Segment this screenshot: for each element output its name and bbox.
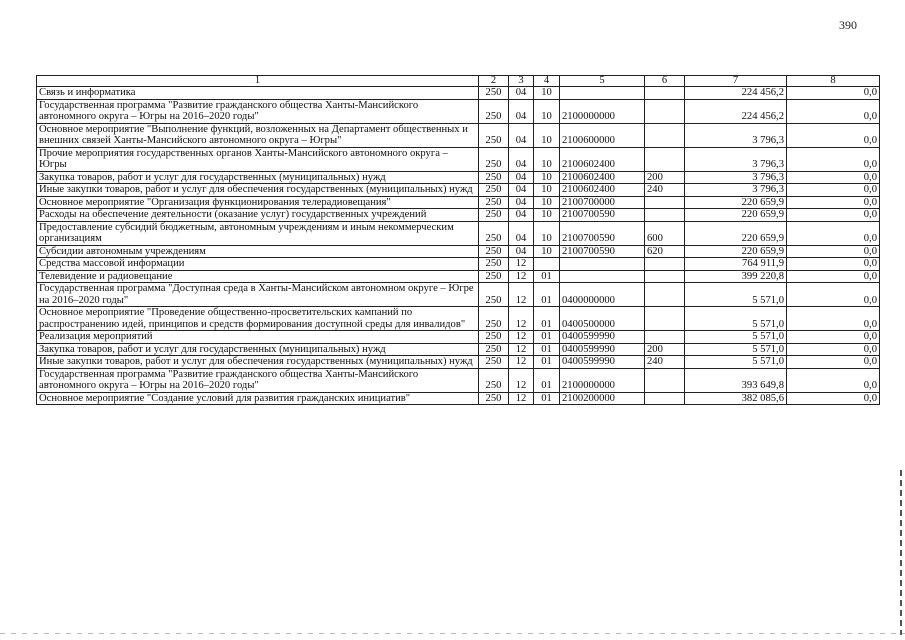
- table-row: [37, 307, 880, 331]
- subsection-cell: 10: [534, 99, 560, 123]
- row-name-cell: Расходы на обеспечение деятельности (оказание услуг) государственных учреждений: [37, 209, 479, 222]
- amount-cell: 3 796,3: [685, 171, 787, 184]
- target-article-cell: [560, 87, 645, 100]
- section-cell: 04: [509, 87, 534, 100]
- target-article-cell: 2100700590: [560, 209, 645, 222]
- code-cell: 250: [479, 87, 509, 100]
- section-cell: 04: [509, 99, 534, 123]
- code-cell: 250: [479, 245, 509, 258]
- row-name-cell: Государственная программа "Развитие гражданского общества Ханты-Мансийского автономного округа – Югры на 2016–2020 годы": [37, 99, 479, 123]
- row-name-cell: Государственная программа "Доступная среда в Ханты-Мансийском автономном округе – Югре на 2016–2020 годы": [37, 283, 479, 307]
- amount-cell: 0,0: [787, 196, 880, 209]
- table-row: [37, 184, 880, 197]
- subsection-cell: 10: [534, 221, 560, 245]
- row-name-cell: Прочие мероприятия государственных органов Ханты-Мансийского автономного округа – Югры: [37, 147, 479, 171]
- subsection-cell: [534, 258, 560, 271]
- table-row: [37, 343, 880, 356]
- subsection-cell: 01: [534, 331, 560, 344]
- amount-cell: 220 659,9: [685, 221, 787, 245]
- amount-cell: 393 649,8: [685, 368, 787, 392]
- row-name-cell: Основное мероприятие "Выполнение функций, возложенных на Департамент общественных и внешних связей Ханты-Мансийского автономного округа – Югры": [37, 123, 479, 147]
- expense-type-cell: [645, 368, 685, 392]
- target-article-cell: 2100602400: [560, 171, 645, 184]
- subsection-cell: 01: [534, 356, 560, 369]
- amount-cell: 5 571,0: [685, 343, 787, 356]
- amount-cell: 0,0: [787, 356, 880, 369]
- section-cell: 12: [509, 368, 534, 392]
- row-name-cell: Основное мероприятие "Организация функционирования телерадиовещания": [37, 196, 479, 209]
- table-row: [37, 392, 880, 405]
- row-name-cell: Средства массовой информации: [37, 258, 479, 271]
- amount-cell: 224 456,2: [685, 99, 787, 123]
- section-cell: 12: [509, 343, 534, 356]
- row-name-cell: Телевидение и радиовещание: [37, 270, 479, 283]
- amount-cell: 5 571,0: [685, 356, 787, 369]
- amount-cell: 0,0: [787, 171, 880, 184]
- table-row: [37, 283, 880, 307]
- subsection-cell: 10: [534, 171, 560, 184]
- column-header: 6: [645, 76, 685, 87]
- amount-cell: 5 571,0: [685, 307, 787, 331]
- amount-cell: 0,0: [787, 99, 880, 123]
- amount-cell: 0,0: [787, 245, 880, 258]
- column-header: 1: [37, 76, 479, 87]
- row-name-cell: Основное мероприятие "Создание условий для развития гражданских инициатив": [37, 392, 479, 405]
- target-article-cell: 2100700590: [560, 221, 645, 245]
- code-cell: 250: [479, 184, 509, 197]
- target-article-cell: 2100700590: [560, 245, 645, 258]
- table-row: [37, 270, 880, 283]
- row-name-cell: Предоставление субсидий бюджетным, автономным учреждениям и иным некоммерческим организациям: [37, 221, 479, 245]
- subsection-cell: 01: [534, 368, 560, 392]
- amount-cell: 0,0: [787, 184, 880, 197]
- expense-type-cell: [645, 209, 685, 222]
- target-article-cell: [560, 258, 645, 271]
- code-cell: 250: [479, 307, 509, 331]
- table-row: [37, 209, 880, 222]
- section-cell: 04: [509, 171, 534, 184]
- amount-cell: 0,0: [787, 221, 880, 245]
- expense-type-cell: [645, 196, 685, 209]
- table-row: [37, 368, 880, 392]
- subsection-cell: 10: [534, 196, 560, 209]
- subsection-cell: 10: [534, 147, 560, 171]
- expense-type-cell: [645, 87, 685, 100]
- target-article-cell: 2100602400: [560, 184, 645, 197]
- subsection-cell: 10: [534, 87, 560, 100]
- amount-cell: 220 659,9: [685, 209, 787, 222]
- code-cell: 250: [479, 270, 509, 283]
- amount-cell: 382 085,6: [685, 392, 787, 405]
- table-row: [37, 123, 880, 147]
- expense-type-cell: [645, 147, 685, 171]
- code-cell: 250: [479, 368, 509, 392]
- column-header: 8: [787, 76, 880, 87]
- column-header: 4: [534, 76, 560, 87]
- amount-cell: 0,0: [787, 147, 880, 171]
- section-cell: 12: [509, 392, 534, 405]
- subsection-cell: 10: [534, 209, 560, 222]
- target-article-cell: 2100602400: [560, 147, 645, 171]
- amount-cell: 0,0: [787, 123, 880, 147]
- subsection-cell: 01: [534, 307, 560, 331]
- amount-cell: 0,0: [787, 343, 880, 356]
- amount-cell: 0,0: [787, 87, 880, 100]
- target-article-cell: 0400599990: [560, 331, 645, 344]
- row-name-cell: Основное мероприятие "Проведение общественно-просветительских кампаний по распространению идей, принципов и средств формирования доступной среды для инвалидов": [37, 307, 479, 331]
- row-name-cell: Реализация мероприятий: [37, 331, 479, 344]
- scan-edge-mark: [900, 470, 902, 635]
- expense-type-cell: 240: [645, 184, 685, 197]
- amount-cell: 0,0: [787, 307, 880, 331]
- target-article-cell: [560, 270, 645, 283]
- code-cell: 250: [479, 283, 509, 307]
- expense-type-cell: 200: [645, 171, 685, 184]
- subsection-cell: 01: [534, 283, 560, 307]
- amount-cell: 5 571,0: [685, 331, 787, 344]
- subsection-cell: 10: [534, 184, 560, 197]
- target-article-cell: 0400599990: [560, 356, 645, 369]
- page-number: 390: [839, 18, 857, 32]
- expense-type-cell: 240: [645, 356, 685, 369]
- table-row: [37, 221, 880, 245]
- row-name-cell: Закупка товаров, работ и услуг для государственных (муниципальных) нужд: [37, 171, 479, 184]
- section-cell: 04: [509, 221, 534, 245]
- section-cell: 12: [509, 258, 534, 271]
- section-cell: 12: [509, 270, 534, 283]
- code-cell: 250: [479, 147, 509, 171]
- amount-cell: 0,0: [787, 283, 880, 307]
- table-header-row: [37, 76, 880, 87]
- amount-cell: 0,0: [787, 258, 880, 271]
- table-row: [37, 356, 880, 369]
- expense-type-cell: [645, 307, 685, 331]
- section-cell: 12: [509, 283, 534, 307]
- subsection-cell: 10: [534, 123, 560, 147]
- expense-type-cell: [645, 99, 685, 123]
- section-cell: 12: [509, 356, 534, 369]
- code-cell: 250: [479, 171, 509, 184]
- target-article-cell: 2100200000: [560, 392, 645, 405]
- target-article-cell: 2100000000: [560, 99, 645, 123]
- amount-cell: 764 911,9: [685, 258, 787, 271]
- amount-cell: 5 571,0: [685, 283, 787, 307]
- subsection-cell: 01: [534, 270, 560, 283]
- code-cell: 250: [479, 343, 509, 356]
- table-row: [37, 87, 880, 100]
- code-cell: 250: [479, 123, 509, 147]
- amount-cell: 0,0: [787, 209, 880, 222]
- column-header: 2: [479, 76, 509, 87]
- row-name-cell: Иные закупки товаров, работ и услуг для обеспечения государственных (муниципальных) нужд: [37, 184, 479, 197]
- subsection-cell: 10: [534, 245, 560, 258]
- target-article-cell: 2100600000: [560, 123, 645, 147]
- budget-table: [36, 75, 880, 405]
- table-row: [37, 331, 880, 344]
- expense-type-cell: [645, 123, 685, 147]
- code-cell: 250: [479, 221, 509, 245]
- amount-cell: 3 796,3: [685, 147, 787, 171]
- expense-type-cell: [645, 392, 685, 405]
- table-row: [37, 99, 880, 123]
- column-header: 7: [685, 76, 787, 87]
- section-cell: 04: [509, 245, 534, 258]
- target-article-cell: 2100000000: [560, 368, 645, 392]
- code-cell: 250: [479, 392, 509, 405]
- table-row: [37, 245, 880, 258]
- row-name-cell: Связь и информатика: [37, 87, 479, 100]
- expense-type-cell: 620: [645, 245, 685, 258]
- amount-cell: 3 796,3: [685, 123, 787, 147]
- amount-cell: 0,0: [787, 392, 880, 405]
- table-row: [37, 147, 880, 171]
- code-cell: 250: [479, 209, 509, 222]
- expense-type-cell: [645, 258, 685, 271]
- section-cell: 12: [509, 307, 534, 331]
- scan-bottom-noise: [0, 633, 905, 634]
- column-header: 3: [509, 76, 534, 87]
- section-cell: 04: [509, 209, 534, 222]
- table-row: [37, 196, 880, 209]
- code-cell: 250: [479, 99, 509, 123]
- table-row: [37, 258, 880, 271]
- amount-cell: 224 456,2: [685, 87, 787, 100]
- section-cell: 04: [509, 184, 534, 197]
- code-cell: 250: [479, 331, 509, 344]
- amount-cell: 220 659,9: [685, 196, 787, 209]
- column-header: 5: [560, 76, 645, 87]
- amount-cell: 0,0: [787, 331, 880, 344]
- row-name-cell: Иные закупки товаров, работ и услуг для обеспечения государственных (муниципальных) нужд: [37, 356, 479, 369]
- row-name-cell: Государственная программа "Развитие гражданского общества Ханты-Мансийского автономного округа – Югры на 2016–2020 годы": [37, 368, 479, 392]
- amount-cell: 0,0: [787, 368, 880, 392]
- target-article-cell: 0400000000: [560, 283, 645, 307]
- code-cell: 250: [479, 196, 509, 209]
- amount-cell: 399 220,8: [685, 270, 787, 283]
- code-cell: 250: [479, 258, 509, 271]
- target-article-cell: 2100700000: [560, 196, 645, 209]
- amount-cell: 3 796,3: [685, 184, 787, 197]
- expense-type-cell: [645, 331, 685, 344]
- row-name-cell: Субсидии автономным учреждениям: [37, 245, 479, 258]
- target-article-cell: 0400500000: [560, 307, 645, 331]
- code-cell: 250: [479, 356, 509, 369]
- section-cell: 04: [509, 123, 534, 147]
- expense-type-cell: 200: [645, 343, 685, 356]
- section-cell: 04: [509, 196, 534, 209]
- row-name-cell: Закупка товаров, работ и услуг для государственных (муниципальных) нужд: [37, 343, 479, 356]
- expense-type-cell: [645, 283, 685, 307]
- section-cell: 12: [509, 331, 534, 344]
- expense-type-cell: 600: [645, 221, 685, 245]
- amount-cell: 0,0: [787, 270, 880, 283]
- subsection-cell: 01: [534, 392, 560, 405]
- section-cell: 04: [509, 147, 534, 171]
- table-row: [37, 171, 880, 184]
- subsection-cell: 01: [534, 343, 560, 356]
- amount-cell: 220 659,9: [685, 245, 787, 258]
- target-article-cell: 0400599990: [560, 343, 645, 356]
- expense-type-cell: [645, 270, 685, 283]
